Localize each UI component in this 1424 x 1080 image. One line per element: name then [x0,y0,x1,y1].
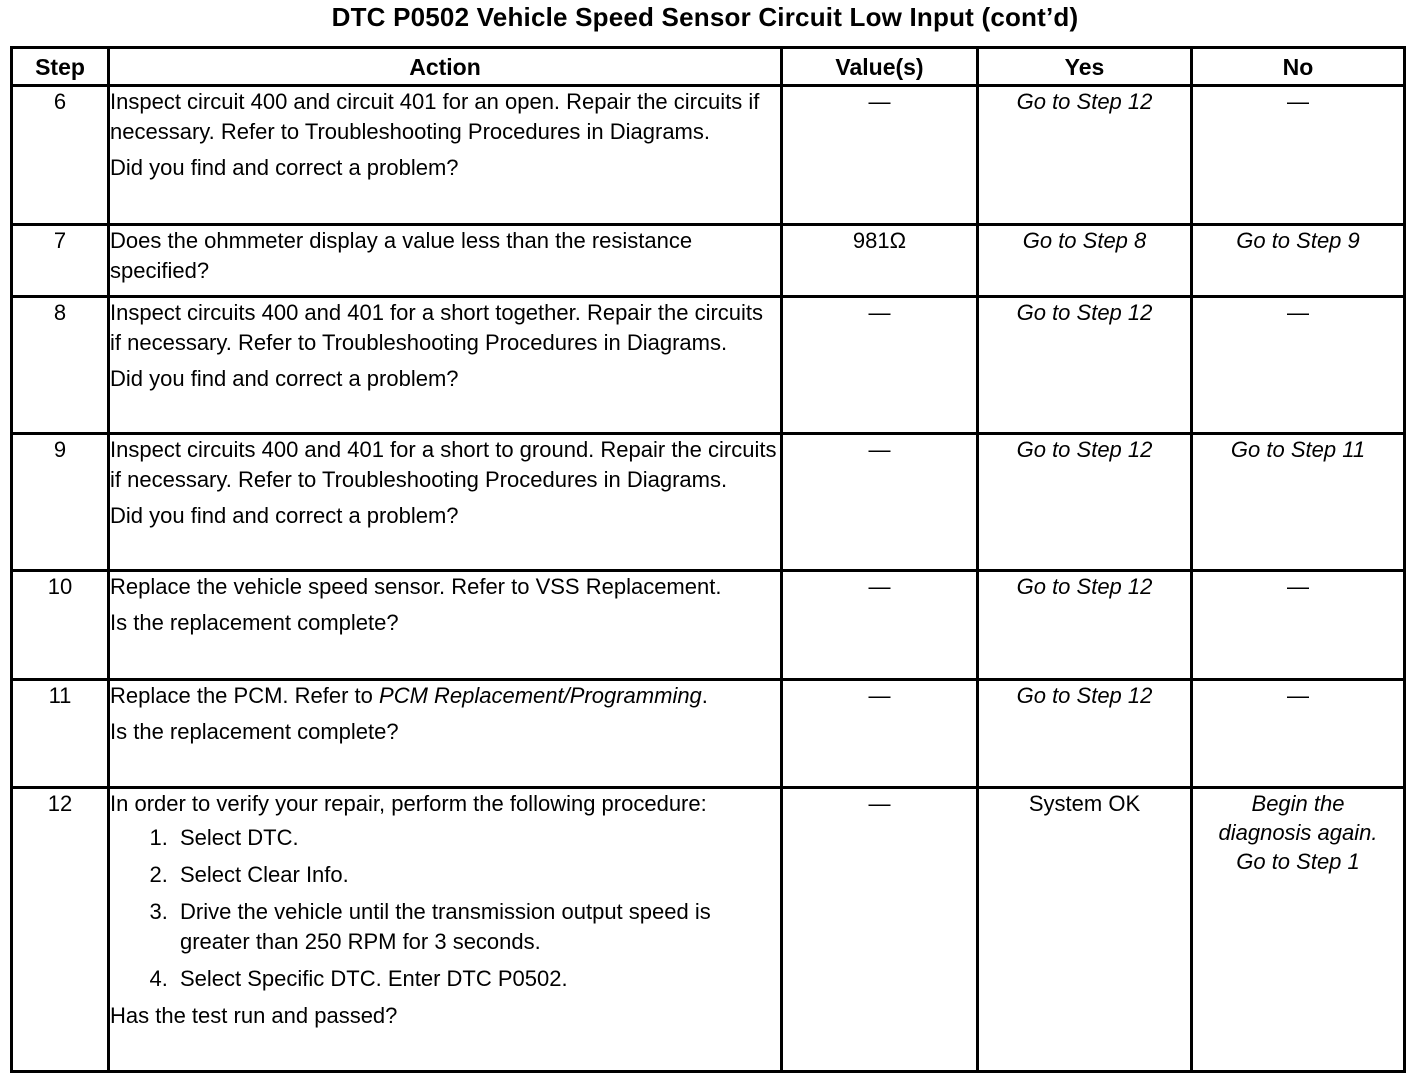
value-cell: — [782,571,978,680]
action-text-reference: PCM Replacement/Programming [379,683,702,708]
no-cell: Go to Step 9 [1192,225,1405,297]
action-text: Does the ohmmeter display a value less than the resistance specified? [110,228,693,283]
no-cell: — [1192,86,1405,225]
table-row [12,434,1405,571]
action-text-prefix: Replace the PCM. Refer to [110,683,380,708]
action-text: Inspect circuit 400 and circuit 401 for an open. Repair the circuits if necessary. Refer to Troubleshooting Procedures in Diagrams. [110,89,760,144]
yes-cell: Go to Step 8 [978,225,1192,297]
no-cell: — [1192,680,1405,788]
procedure-list [110,823,780,994]
step-number: 12 [12,788,109,1072]
page-title: DTC P0502 Vehicle Speed Sensor Circuit Low Input (cont’d) [331,2,1079,32]
action-text: Inspect circuits 400 and 401 for a short to ground. Repair the circuits if necessary. Refer to Troubleshooting Procedures in Diagrams. [110,437,777,492]
diagnostic-table [10,46,1406,1073]
no-cell: — [1192,297,1405,434]
yes-cell: Go to Step 12 [978,434,1192,571]
action-cell [109,434,782,571]
yes-cell: Go to Step 12 [978,86,1192,225]
action-cell [109,86,782,225]
action-question: Is the replacement complete? [110,719,399,744]
table-row [12,571,1405,680]
action-cell [109,225,782,297]
no-cell-line: diagnosis again. [1218,820,1378,845]
header-action: Action [109,48,782,86]
yes-cell: Go to Step 12 [978,680,1192,788]
action-text [110,681,780,711]
no-cell [1192,788,1405,1072]
action-question: Did you find and correct a problem? [110,366,459,391]
action-cell [109,571,782,680]
no-cell: Go to Step 11 [1192,434,1405,571]
value-cell: — [782,434,978,571]
action-question: Is the replacement complete? [110,610,399,635]
yes-cell: Go to Step 12 [978,297,1192,434]
header-values: Value(s) [782,48,978,86]
action-question: Has the test run and passed? [110,1003,398,1028]
header-no: No [1192,48,1405,86]
yes-cell: System OK [978,788,1192,1072]
procedure-step: 3. Drive the vehicle until the transmission output speed is greater than 250 RPM for 3 seconds. [174,897,780,957]
yes-cell: Go to Step 12 [978,571,1192,680]
action-text-suffix: . [701,683,708,708]
step-number: 9 [12,434,109,571]
action-text: In order to verify your repair, perform the following procedure: [110,791,707,816]
procedure-step: 2. Select Clear Info. [174,860,780,890]
action-question: Did you find and correct a problem? [110,503,459,528]
step-number: 8 [12,297,109,434]
table-row [12,86,1405,225]
action-cell [109,788,782,1072]
action-text: Inspect circuits 400 and 401 for a short together. Repair the circuits if necessary. Refer to Troubleshooting Procedures in Diagrams. [110,300,764,355]
no-cell: — [1192,571,1405,680]
table-row [12,297,1405,434]
table-row [12,680,1405,788]
action-text: Replace the vehicle speed sensor. Refer to VSS Replacement. [110,574,722,599]
header-yes: Yes [978,48,1192,86]
step-number: 10 [12,571,109,680]
no-cell-line: Begin the [1251,791,1345,816]
action-cell [109,680,782,788]
action-question: Did you find and correct a problem? [110,155,459,180]
value-cell: 981Ω [782,225,978,297]
procedure-step: 4. Select Specific DTC. Enter DTC P0502. [174,964,780,994]
value-cell: — [782,680,978,788]
action-cell [109,297,782,434]
value-cell: — [782,788,978,1072]
step-number: 11 [12,680,109,788]
step-number: 6 [12,86,109,225]
table-header-row [12,48,1405,86]
procedure-step: 1. Select DTC. [174,823,780,853]
value-cell: — [782,86,978,225]
table-row [12,225,1405,297]
value-cell: — [782,297,978,434]
no-cell-line: Go to Step 1 [1236,849,1360,874]
header-step: Step [12,48,109,86]
table-row [12,788,1405,1072]
step-number: 7 [12,225,109,297]
